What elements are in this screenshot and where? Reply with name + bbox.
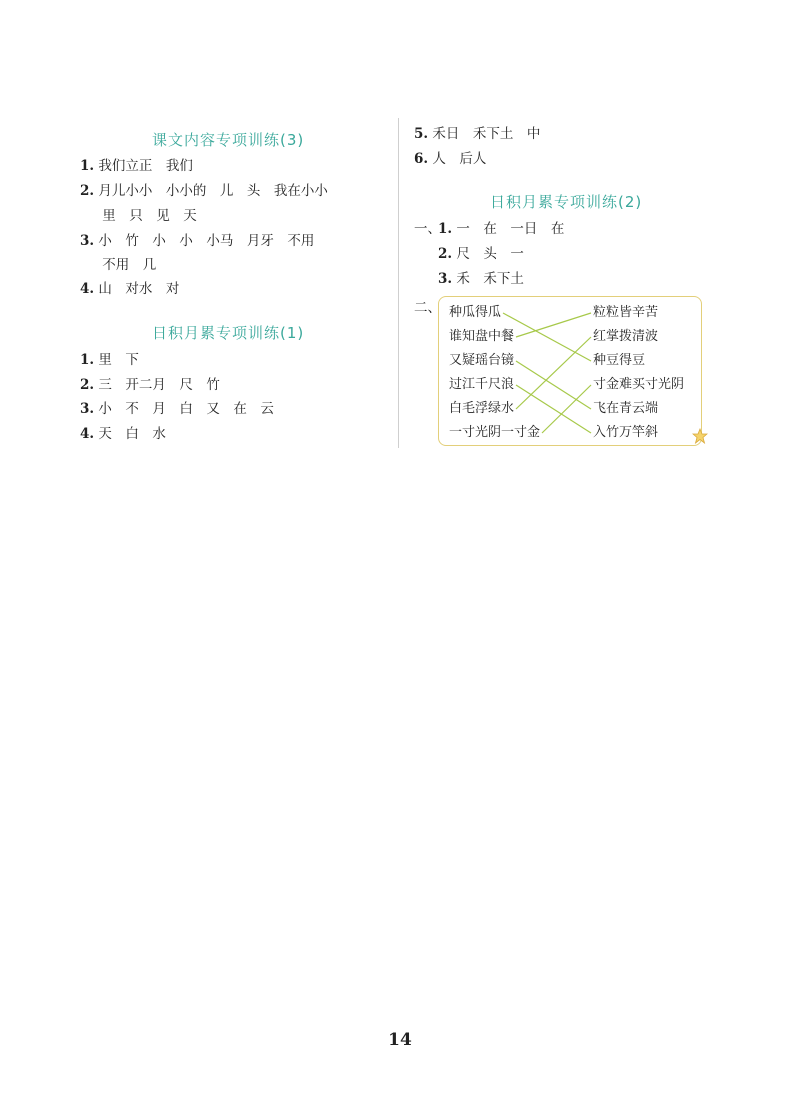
star-icon — [692, 428, 708, 444]
item-text: 月儿小小 小小的 儿 头 我在小小 — [98, 183, 328, 199]
item-text: 里 只 见 天 — [102, 208, 197, 224]
page-number: 14 — [388, 1030, 412, 1050]
item-text: 我们立正 我们 — [98, 158, 193, 174]
item-text: 不用 几 — [102, 257, 157, 273]
item-text: 尺 头 一 — [456, 246, 524, 262]
item-number: 1. — [80, 158, 95, 174]
item-number: 6. — [414, 151, 429, 167]
item-text: 三 开二月 尺 竹 — [98, 377, 220, 393]
item-number: 3. — [80, 401, 95, 417]
match-right-phrase: 入竹万竿斜 — [593, 425, 659, 440]
item-number: 2. — [80, 377, 95, 393]
match-connector-line — [516, 337, 591, 409]
item-text: 禾日 禾下土 中 — [432, 126, 541, 142]
part-one-label: 一、 — [414, 221, 441, 237]
item-number: 4. — [80, 426, 95, 442]
item-number: 5. — [414, 126, 429, 142]
item-number: 1. — [80, 352, 95, 368]
match-left-phrase: 过江千尺浪 — [449, 377, 515, 392]
item-text: 里 下 — [98, 352, 139, 368]
section-title-accumulation-1: 日积月累专项训练(1) — [152, 324, 305, 342]
match-left-phrase: 一寸光阴一寸金 — [449, 425, 541, 440]
item-text: 天 白 水 — [98, 426, 166, 442]
item-text: 一 在 一日 在 — [456, 221, 565, 237]
match-right-phrase: 红掌拨清波 — [593, 329, 659, 344]
item-number: 4. — [80, 281, 95, 297]
match-right-phrase: 寸金难买寸光阴 — [593, 377, 685, 392]
section-title-accumulation-2: 日积月累专项训练(2) — [490, 193, 643, 211]
match-left-phrase: 种瓜得瓜 — [449, 305, 502, 320]
item-text: 人 后人 — [432, 151, 487, 167]
item-number: 2. — [438, 246, 453, 262]
item-number: 1. — [438, 221, 453, 237]
match-left-phrase: 谁知盘中餐 — [449, 329, 515, 344]
match-left-phrase: 又疑瑶台镜 — [449, 353, 515, 368]
match-connector-line — [516, 361, 591, 409]
section-title-text-training-3: 课文内容专项训练(3) — [152, 131, 305, 149]
item-text: 山 对水 对 — [98, 281, 180, 297]
item-text: 小 竹 小 小 小马 月牙 不用 — [98, 233, 315, 249]
match-left-phrase: 白毛浮绿水 — [449, 401, 515, 416]
match-right-phrase: 飞在青云端 — [593, 401, 659, 416]
item-number: 3. — [80, 233, 95, 249]
item-text: 小 不 月 白 又 在 云 — [98, 401, 274, 417]
part-two-label: 二、 — [414, 300, 441, 316]
match-connector-line — [516, 313, 591, 337]
item-number: 2. — [80, 183, 95, 199]
match-right-phrase: 种豆得豆 — [593, 353, 646, 368]
item-text: 禾 禾下土 — [456, 271, 524, 287]
match-connector-line — [542, 385, 591, 433]
match-right-phrase: 粒粒皆辛苦 — [593, 305, 659, 320]
item-number: 3. — [438, 271, 453, 287]
